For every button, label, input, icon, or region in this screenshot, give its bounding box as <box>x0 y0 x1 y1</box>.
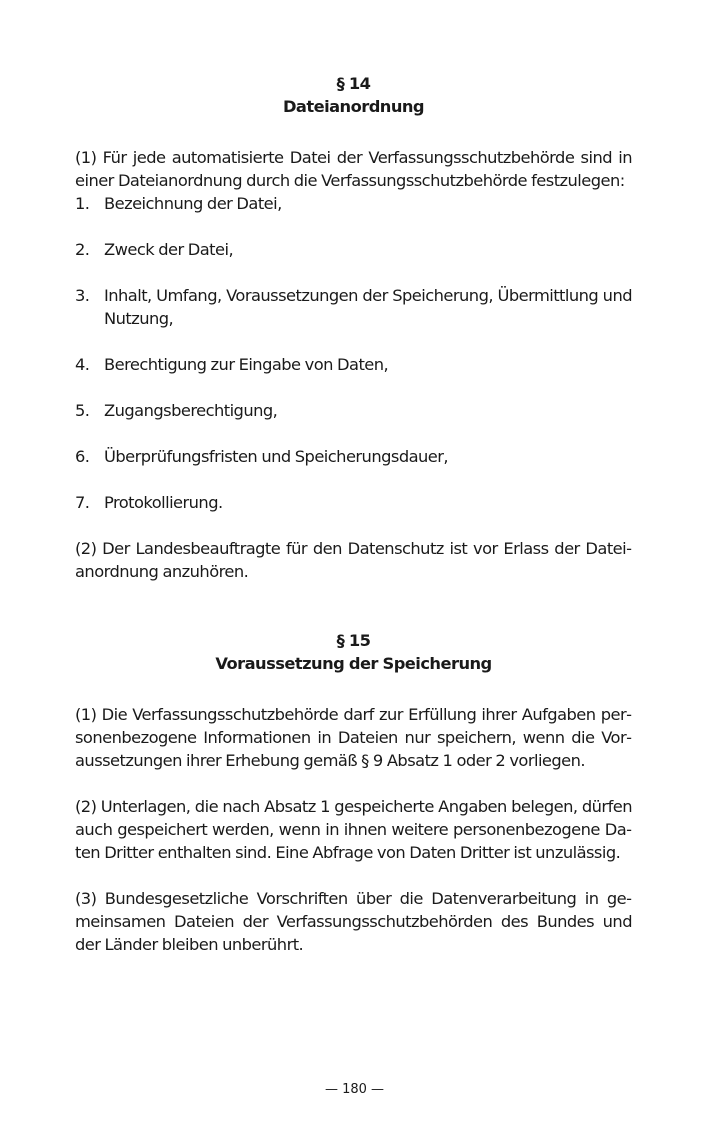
document-page <box>75 72 632 956</box>
list-item-number: 5. <box>75 401 90 420</box>
list-item-text: Zweck der Datei, <box>104 240 234 259</box>
list-item-text: Inhalt, Umfang, Voraussetzungen der Speicherung, Übermittlung und Nutzung, <box>104 286 632 328</box>
list-item <box>75 238 632 261</box>
list-item-number: 1. <box>75 194 90 213</box>
list-item-text: Überprüfungsfristen und Speicherungsdauer, <box>104 447 449 466</box>
paragraph-3: (3) Bundesgesetzliche Vorschriften über die Datenverarbeitung in gemeinsamen Dateien der Verfassungsschutzbehörden des Bundes und der Länder bleiben unberührt. <box>75 889 632 954</box>
list-item-number: 2. <box>75 240 90 259</box>
list-item-text: Zugangsberechtigung, <box>104 401 278 420</box>
section-title: Voraussetzung der Speicherung <box>215 654 492 673</box>
list-item <box>75 491 632 514</box>
section-14 <box>75 72 632 583</box>
paragraph-2: (2) Unterlagen, die nach Absatz 1 gespeicherte Angaben belegen, dürfen auch gespeichert werden, wenn in ihnen weitere personenbezogene Daten Dritter enthalten sind. Eine Abfrage von Daten Dritter ist unzulässig. <box>75 797 632 862</box>
section-title: Dateianordnung <box>282 97 425 116</box>
section-number: § 15 <box>336 631 371 650</box>
list-item-text: Berechtigung zur Eingabe von Daten, <box>104 355 389 374</box>
list-item-number: 4. <box>75 355 90 374</box>
paragraph-1: (1) Für jede automatisierte Datei der Verfassungsschutzbehörde sind in einer Dateianordnung durch die Verfassungsschutzbehörde festzulegen: <box>75 148 632 190</box>
page-number: — 180 — <box>324 1082 385 1097</box>
list-item-number: 3. <box>75 286 90 305</box>
item-list <box>75 192 632 514</box>
list-item <box>75 192 632 215</box>
section-number: § 14 <box>336 74 371 93</box>
list-item-number: 7. <box>75 493 90 512</box>
list-item <box>75 353 632 376</box>
list-item-text: Protokollierung. <box>104 493 223 512</box>
list-item <box>75 284 632 330</box>
list-item <box>75 445 632 468</box>
list-item-text: Bezeichnung der Datei, <box>104 194 282 213</box>
paragraph-1: (1) Die Verfassungsschutzbehörde darf zur Erfüllung ihrer Aufgaben personenbezogene Informationen in Dateien nur speichern, wenn die Voraussetzungen ihrer Erhebung gemäß § 9 Absatz 1 oder 2 vorliegen. <box>75 705 632 770</box>
paragraph-2: (2) Der Landesbeauftragte für den Datenschutz ist vor Erlass der Dateianordnung anzuhören. <box>75 539 632 581</box>
list-item-number: 6. <box>75 447 90 466</box>
list-item <box>75 399 632 422</box>
section-15 <box>75 629 632 956</box>
